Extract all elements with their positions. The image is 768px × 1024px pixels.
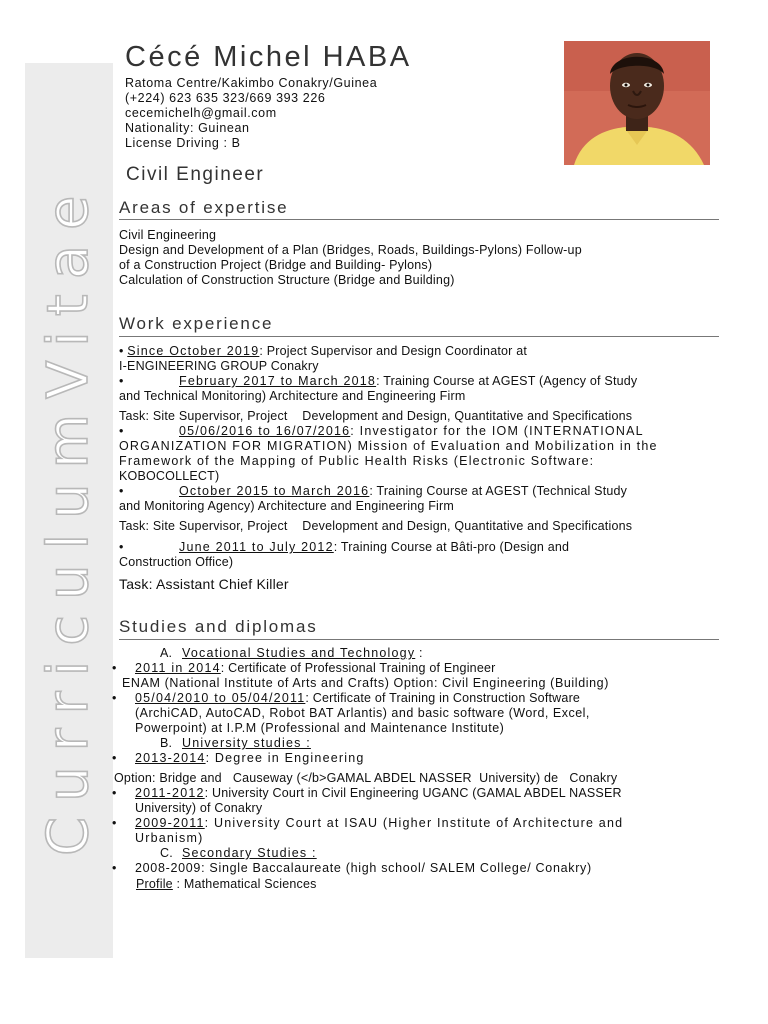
work-entry-4 bbox=[119, 484, 627, 498]
study-text-6: 2008-2009: Single Baccalaureate (high school/ SALEM College/ Conakry) bbox=[135, 861, 592, 875]
study-text-2: : Certificate of Training in Construction Software bbox=[305, 691, 581, 705]
study-entry-4-cont: University) of Conakry bbox=[135, 801, 263, 815]
profile-label: Profile bbox=[136, 877, 173, 891]
bullet: • bbox=[112, 816, 117, 830]
license: License Driving : B bbox=[125, 136, 241, 150]
work-task-1: Task: Site Supervisor, Project Development and Design, Quantitative and Specifications bbox=[119, 409, 633, 423]
phone: (+224) 623 635 323/669 393 226 bbox=[125, 91, 326, 105]
work-date-1: Since October 2019 bbox=[127, 344, 260, 358]
study-entry-6 bbox=[112, 861, 592, 875]
group-b-label: University studies : bbox=[182, 736, 311, 750]
work-date-5: June 2011 to July 2012 bbox=[179, 540, 334, 554]
study-text-1: : Certificate of Professional Training of Engineer bbox=[220, 661, 496, 675]
bullet: • bbox=[112, 861, 117, 875]
work-text-3: : Investigator for the IOM (INTERNATIONAL bbox=[350, 424, 644, 438]
work-text-4: : Training Course at AGEST (Technical Study bbox=[369, 484, 628, 498]
study-date-2: 05/04/2010 to 05/04/2011 bbox=[135, 691, 306, 705]
study-entry-1 bbox=[112, 661, 496, 675]
group-a-label: Vocational Studies and Technology bbox=[182, 646, 416, 660]
study-entry-4 bbox=[112, 786, 622, 800]
study-date-3: 2013-2014 bbox=[135, 751, 206, 765]
study-entry-2 bbox=[112, 691, 580, 705]
study-date-1: 2011 in 2014 bbox=[135, 661, 221, 675]
email: cecemichelh@gmail.com bbox=[125, 106, 277, 120]
curriculum-vitae-vertical-title: CurriculumVitae bbox=[36, 180, 101, 856]
work-entry-1-cont: I-ENGINEERING GROUP Conakry bbox=[119, 359, 319, 373]
bullet: • bbox=[112, 691, 117, 705]
work-entry-3 bbox=[119, 424, 644, 438]
portrait-illustration bbox=[564, 41, 710, 165]
bullet: • bbox=[119, 344, 124, 358]
bullet: • bbox=[112, 661, 117, 675]
studies-group-c bbox=[160, 846, 317, 860]
expertise-line: Civil Engineering bbox=[119, 228, 217, 242]
bullet: • bbox=[119, 484, 124, 498]
expertise-line: of a Construction Project (Bridge and Building- Pylons) bbox=[119, 258, 433, 272]
expertise-line: Calculation of Construction Structure (Bridge and Building) bbox=[119, 273, 455, 287]
bullet: • bbox=[112, 751, 117, 765]
work-heading: Work experience bbox=[119, 314, 274, 333]
expertise-line: Design and Development of a Plan (Bridges, Roads, Buildings-Pylons) Follow-up bbox=[119, 243, 582, 257]
contact-block bbox=[125, 76, 377, 151]
study-text-4: : University Court in Civil Engineering UGANC (GAMAL ABDEL NASSER bbox=[204, 786, 622, 800]
bullet: • bbox=[119, 374, 124, 388]
work-text-1: : Project Supervisor and Design Coordinator at bbox=[259, 344, 528, 358]
study-date-4: 2011-2012 bbox=[135, 786, 205, 800]
work-entry-5-cont: Construction Office) bbox=[119, 555, 234, 569]
studies-heading: Studies and diplomas bbox=[119, 617, 318, 636]
work-entry-2-cont: and Technical Monitoring) Architecture and Engineering Firm bbox=[119, 389, 466, 403]
expertise-heading: Areas of expertise bbox=[119, 198, 289, 217]
work-entry-5 bbox=[119, 540, 569, 554]
work-date-3: 05/06/2016 to 16/07/2016 bbox=[179, 424, 351, 438]
address: Ratoma Centre/Kakimbo Conakry/Guinea bbox=[125, 76, 378, 90]
study-entry-5 bbox=[112, 816, 623, 830]
profile-text: : Mathematical Sciences bbox=[172, 877, 317, 891]
nationality: Nationality: Guinean bbox=[125, 121, 250, 135]
work-date-2: February 2017 to March 2018 bbox=[179, 374, 377, 388]
study-text-5: : University Court at ISAU (Higher Institute of Architecture and bbox=[204, 816, 624, 830]
studies-group-b bbox=[160, 736, 311, 750]
expertise-divider bbox=[119, 219, 719, 220]
study-entry-2-cont: Powerpoint) at I.P.M (Professional and Maintenance Institute) bbox=[135, 721, 505, 735]
work-entry-3-cont: ORGANIZATION FOR MIGRATION) Mission of Evaluation and Mobilization in the bbox=[119, 439, 658, 453]
sidebar-top-gap bbox=[25, 41, 113, 63]
work-text-5: : Training Course at Bâti-pro (Design and bbox=[333, 540, 570, 554]
bullet: • bbox=[112, 786, 117, 800]
work-task-3: Task: Assistant Chief Killer bbox=[119, 576, 289, 592]
study-option: Option: Bridge and Causeway (</b>GAMAL ABDEL NASSER University) de Conakry bbox=[114, 771, 618, 785]
work-date-4: October 2015 to March 2016 bbox=[179, 484, 370, 498]
group-a-suffix: : bbox=[415, 646, 423, 660]
work-text-2: : Training Course at AGEST (Agency of Study bbox=[376, 374, 638, 388]
bullet: • bbox=[119, 424, 124, 438]
study-date-5: 2009-2011 bbox=[135, 816, 205, 830]
candidate-name: Cécé Michel HABA bbox=[125, 41, 412, 73]
group-c-label: Secondary Studies : bbox=[182, 846, 317, 860]
work-task-2: Task: Site Supervisor, Project Development and Design, Quantitative and Specifications bbox=[119, 519, 633, 533]
group-c-prefix: C. bbox=[160, 846, 173, 860]
job-title: Civil Engineer bbox=[126, 164, 265, 185]
study-entry-5-cont: Urbanism) bbox=[135, 831, 204, 845]
work-entry-4-cont: and Monitoring Agency) Architecture and Engineering Firm bbox=[119, 499, 454, 513]
profile-photo bbox=[564, 41, 710, 165]
study-profile bbox=[136, 877, 317, 891]
study-text-3: : Degree in Engineering bbox=[205, 751, 365, 765]
work-entry-2 bbox=[119, 374, 637, 388]
study-entry-1-cont: ENAM (National Institute of Arts and Crafts) Option: Civil Engineering (Building) bbox=[122, 676, 609, 690]
group-a-prefix: A. bbox=[160, 646, 173, 660]
group-b-prefix: B. bbox=[160, 736, 173, 750]
studies-group-a bbox=[160, 646, 423, 660]
bullet: • bbox=[119, 540, 124, 554]
studies-divider bbox=[119, 639, 719, 640]
study-entry-3 bbox=[112, 751, 365, 765]
work-entry-3-cont: KOBOCOLLECT) bbox=[119, 469, 220, 483]
work-entry-1 bbox=[119, 344, 527, 358]
study-entry-2-cont: (ArchiCAD, AutoCAD, Robot BAT Arlantis) and basic software (Word, Excel, bbox=[135, 706, 590, 720]
work-divider bbox=[119, 336, 719, 337]
work-entry-3-cont: Framework of the Mapping of Public Health Risks (Electronic Software: bbox=[119, 454, 595, 468]
